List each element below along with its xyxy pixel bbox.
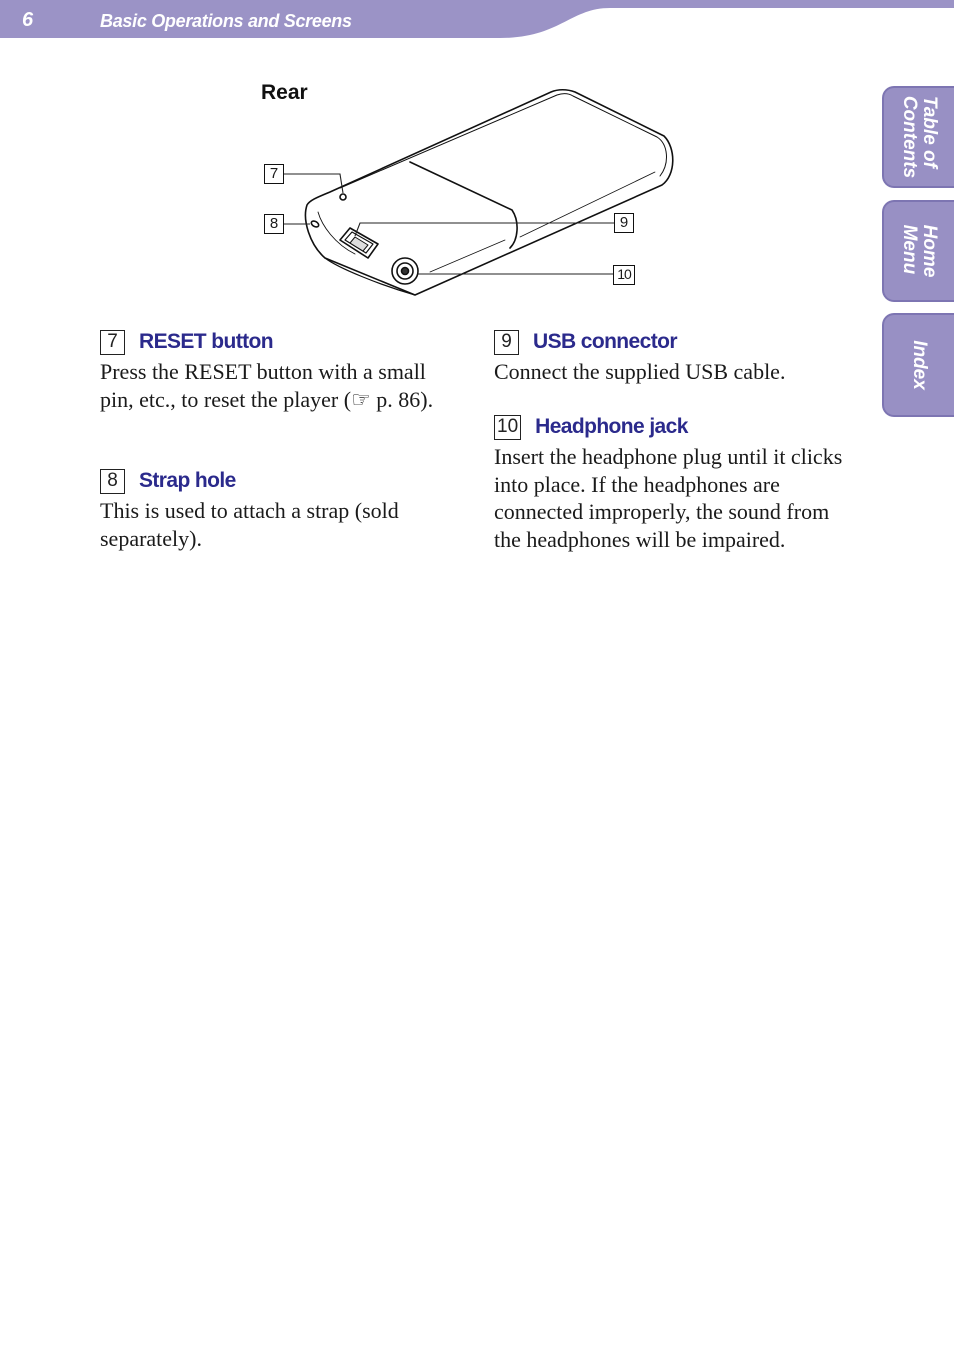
item-number: 8 — [100, 469, 125, 494]
tab-index[interactable] — [882, 313, 954, 417]
illustration-title: Rear — [261, 81, 308, 104]
item-title: USB connector — [533, 330, 677, 353]
item-body: Insert the headphone plug until it clicks into place. If the headphones are connected improperly, the sound from the headphones will be impaired. — [494, 444, 843, 552]
item-strap-hole — [100, 467, 450, 552]
tab-table-of-contents[interactable] — [882, 86, 954, 188]
callout-8: 8 — [264, 214, 284, 234]
item-usb-connector — [494, 328, 844, 386]
item-number: 10 — [494, 415, 521, 440]
callout-10: 10 — [613, 265, 635, 285]
item-body: Connect the supplied USB cable. — [494, 359, 786, 384]
item-title: RESET button — [139, 330, 273, 353]
page-header — [0, 0, 954, 40]
item-title: Headphone jack — [535, 415, 688, 438]
item-body: This is used to attach a strap (sold separately). — [100, 498, 399, 551]
callout-7: 7 — [264, 164, 284, 184]
tab-label: Index — [909, 340, 930, 390]
tab-label: Table of Contents — [899, 95, 940, 179]
section-title: Basic Operations and Screens — [100, 11, 352, 31]
item-headphone-jack — [494, 413, 854, 553]
item-title: Strap hole — [139, 469, 236, 492]
tab-home-menu[interactable] — [882, 200, 954, 302]
page-number: 6 — [22, 9, 34, 31]
item-number: 7 — [100, 330, 125, 355]
callout-9: 9 — [614, 213, 634, 233]
item-number: 9 — [494, 330, 519, 355]
item-reset-button — [100, 328, 450, 413]
tab-label: Home Menu — [899, 224, 940, 278]
item-body: Press the RESET button with a small pin, etc., to reset the player (☞ p. 86). — [100, 359, 434, 412]
